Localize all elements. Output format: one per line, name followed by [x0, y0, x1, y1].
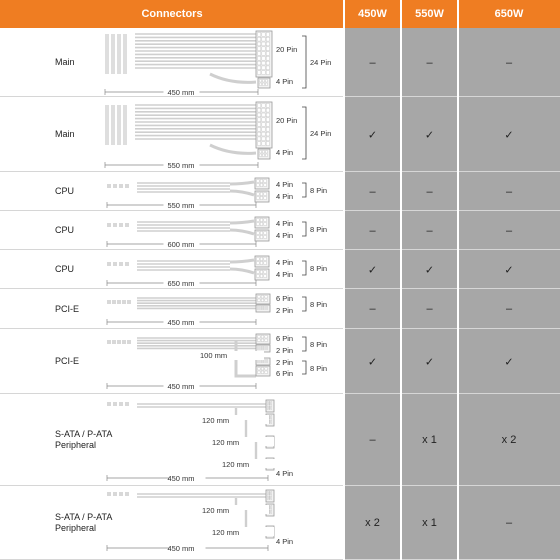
connector-24pin-plug	[256, 102, 272, 148]
connector-4pin-plug	[258, 78, 270, 88]
pcie-cable-wires	[137, 298, 256, 308]
model-availability-value: –	[426, 224, 433, 237]
cpu-4pin-plug	[255, 269, 269, 280]
main-cable-wires	[135, 34, 256, 68]
pin-count-label: 6 Pin	[276, 334, 294, 343]
segment-length-label: 120 mm	[212, 528, 240, 537]
segment-length-dimension	[238, 527, 274, 536]
branch-length-label: 100 mm	[200, 351, 228, 360]
model-availability-value: ✓	[424, 264, 435, 276]
peripheral-plug	[266, 490, 274, 502]
pin-group-bracket	[302, 36, 306, 88]
cable-end-stub	[117, 300, 121, 304]
pin-group-label: 8 Pin	[310, 264, 328, 273]
connector-24pin-plug	[256, 31, 272, 77]
model-availability-value: x 1	[422, 517, 437, 529]
connector-label: S-ATA / P-ATA Peripheral	[55, 512, 113, 533]
pin-count-label: 20 Pin	[276, 116, 298, 125]
cable-end-stub	[119, 184, 123, 188]
cable-end-stub	[107, 262, 111, 266]
cable-length-label: 550 mm	[167, 161, 195, 170]
cpu-4pin-plug	[255, 256, 269, 267]
model-availability-value: –	[505, 56, 513, 69]
cable-end-stub	[112, 340, 116, 344]
connectors-header: Connectors	[0, 0, 344, 28]
model-availability-value: –	[426, 303, 433, 315]
connector-label: CPU	[55, 186, 75, 196]
cpu-4pin-plug	[255, 217, 269, 228]
pcie-cable-wires	[137, 338, 256, 348]
pin-group-bracket	[302, 337, 306, 351]
cable-end-stub	[107, 223, 111, 227]
model-header-650w: 650W	[458, 0, 560, 28]
cable-end-stub	[122, 300, 126, 304]
pin-group-bracket	[302, 222, 306, 236]
cable-end-stub	[113, 402, 117, 406]
cable-end-stub	[107, 340, 111, 344]
pin-group-label: 8 Pin	[310, 300, 328, 309]
cpu-4pin-plug	[255, 230, 269, 241]
cpu-4pin-plug	[255, 178, 269, 189]
pin-count-label: 6 Pin	[276, 294, 294, 303]
cable-end-stub	[107, 184, 111, 188]
model-availability-value: –	[505, 224, 513, 237]
cable-end-stub	[105, 34, 109, 74]
cable-end-stub	[117, 34, 121, 74]
cable-end-stub	[125, 262, 129, 266]
pin-group-label: 8 Pin	[310, 186, 328, 195]
cable-end-stub	[119, 262, 123, 266]
model-availability-value: –	[369, 303, 376, 315]
pin-count-label: 4 Pin	[276, 231, 294, 240]
cable-end-stub	[113, 262, 117, 266]
model-header-550w: 550W	[401, 0, 458, 28]
cable-end-stub	[117, 340, 121, 344]
model-availability-value: –	[369, 434, 376, 446]
pin-count-label: 6 Pin	[276, 369, 294, 378]
connector-label: PCI-E	[55, 356, 80, 366]
pcie-6pin-plug	[256, 366, 270, 376]
pin-group-label: 24 Pin	[310, 129, 332, 138]
model-availability-value: ✓	[367, 356, 378, 368]
model-header-450w: 450W	[344, 0, 401, 28]
model-availability-value: x 2	[501, 434, 517, 446]
cable-length-label: 450 mm	[167, 318, 195, 327]
pin-group-bracket	[302, 297, 306, 311]
peripheral-cable-wires	[137, 494, 268, 497]
pin-group-bracket	[302, 183, 306, 197]
cable-end-stub	[107, 402, 111, 406]
segment-length-label: 120 mm	[212, 438, 240, 447]
cable-end-stub	[123, 105, 127, 145]
cpu-split-lower	[230, 230, 254, 234]
pin-group-label: 8 Pin	[310, 364, 328, 373]
cable-end-stub	[127, 340, 131, 344]
model-availability-value: x 1	[422, 434, 437, 446]
cpu-cable-wires	[137, 261, 230, 270]
cpu-cable-wires	[137, 222, 230, 231]
model-availability-value: x 2	[365, 517, 380, 529]
cable-length-label: 450 mm	[167, 544, 195, 553]
cable-end-stub	[125, 184, 129, 188]
model-availability-value: ✓	[424, 129, 435, 141]
pin-count-label: 4 Pin	[276, 180, 294, 189]
pin-count-label: 4 Pin	[276, 469, 294, 478]
model-availability-value: ✓	[367, 264, 378, 276]
cable-end-stub	[112, 300, 116, 304]
pin-group-bracket	[302, 361, 306, 374]
cable-end-stub	[125, 223, 129, 227]
model-availability-value: –	[505, 185, 513, 198]
model-availability-value: ✓	[367, 129, 378, 141]
cable-end-stub	[111, 105, 115, 145]
main-cable-wires	[135, 105, 256, 139]
model-availability-value: –	[426, 56, 433, 69]
pin-group-bracket	[302, 261, 306, 275]
pcie-6pin-plug	[256, 294, 270, 304]
pin-count-label: 4 Pin	[276, 258, 294, 267]
cable-end-stub	[107, 492, 111, 496]
pcie-2pin-plug	[256, 345, 270, 352]
cable-length-label: 450 mm	[167, 474, 195, 483]
cable-length-label: 450 mm	[167, 88, 195, 97]
segment-length-label: 120 mm	[222, 460, 250, 469]
connector-label: CPU	[55, 264, 75, 274]
cable-end-stub	[113, 223, 117, 227]
cable-length-label: 450 mm	[167, 382, 195, 391]
connector-label: Main	[55, 57, 75, 67]
pin-count-label: 4 Pin	[276, 270, 294, 279]
pin-group-label: 24 Pin	[310, 58, 332, 67]
branch-length-dimension	[228, 351, 264, 360]
cpu-cable-wires	[137, 183, 230, 192]
cpu-split-upper	[230, 221, 254, 223]
pin-count-label: 20 Pin	[276, 45, 298, 54]
model-availability-value: ✓	[424, 356, 435, 368]
cable-length-label: 550 mm	[167, 201, 195, 210]
cpu-4pin-plug	[255, 191, 269, 202]
cable-length-label: 600 mm	[167, 240, 195, 249]
cable-end-stub	[127, 300, 131, 304]
pcie-2pin-plug	[256, 305, 270, 312]
cpu-split-upper	[230, 182, 254, 184]
pin-count-label: 2 Pin	[276, 346, 294, 355]
main-4pin-branch	[210, 74, 256, 82]
cable-end-stub	[125, 402, 129, 406]
pin-count-label: 4 Pin	[276, 219, 294, 228]
cable-end-stub	[107, 300, 111, 304]
pin-count-label: 4 Pin	[276, 537, 294, 546]
pin-count-label: 2 Pin	[276, 306, 294, 315]
pin-count-label: 4 Pin	[276, 148, 294, 157]
cable-end-stub	[119, 223, 123, 227]
cable-length-label: 650 mm	[167, 279, 195, 288]
connector-label: S-ATA / P-ATA Peripheral	[55, 429, 113, 450]
model-availability-value: –	[369, 224, 376, 237]
model-availability-value: ✓	[504, 129, 514, 141]
model-availability-value: –	[369, 56, 376, 69]
model-availability-value: –	[505, 303, 513, 315]
connector-label: Main	[55, 129, 75, 139]
pin-group-label: 8 Pin	[310, 225, 328, 234]
connector-4pin-plug	[258, 149, 270, 159]
cable-end-stub	[119, 492, 123, 496]
segment-length-label: 120 mm	[202, 416, 230, 425]
cable-end-stub	[123, 34, 127, 74]
peripheral-plug	[266, 400, 274, 412]
segment-length-label: 120 mm	[202, 506, 230, 515]
main-4pin-branch	[210, 145, 256, 153]
pin-group-bracket	[302, 107, 306, 159]
cable-end-stub	[105, 105, 109, 145]
pin-count-label: 2 Pin	[276, 358, 294, 367]
cable-end-stub	[122, 340, 126, 344]
connector-label: CPU	[55, 225, 75, 235]
segment-length-dimension	[233, 505, 269, 514]
pin-count-label: 4 Pin	[276, 77, 294, 86]
pcie-6pin-plug	[256, 334, 270, 344]
model-availability-value: –	[505, 517, 513, 529]
cable-end-stub	[113, 184, 117, 188]
model-availability-value: –	[426, 185, 433, 198]
model-availability-value: ✓	[504, 264, 514, 276]
peripheral-cable-wires	[137, 404, 268, 407]
cpu-split-upper	[230, 260, 254, 262]
cable-end-stub	[113, 492, 117, 496]
cable-end-stub	[125, 492, 129, 496]
connector-label: PCI-E	[55, 303, 80, 314]
cpu-split-lower	[230, 269, 254, 273]
cpu-split-lower	[230, 191, 254, 195]
segment-length-dimension	[233, 415, 269, 424]
pin-group-label: 8 Pin	[310, 340, 328, 349]
model-availability-value: –	[369, 185, 376, 198]
cable-end-stub	[119, 402, 123, 406]
cable-end-stub	[111, 34, 115, 74]
pin-count-label: 4 Pin	[276, 192, 294, 201]
model-availability-value: ✓	[504, 356, 514, 368]
cable-end-stub	[117, 105, 121, 145]
